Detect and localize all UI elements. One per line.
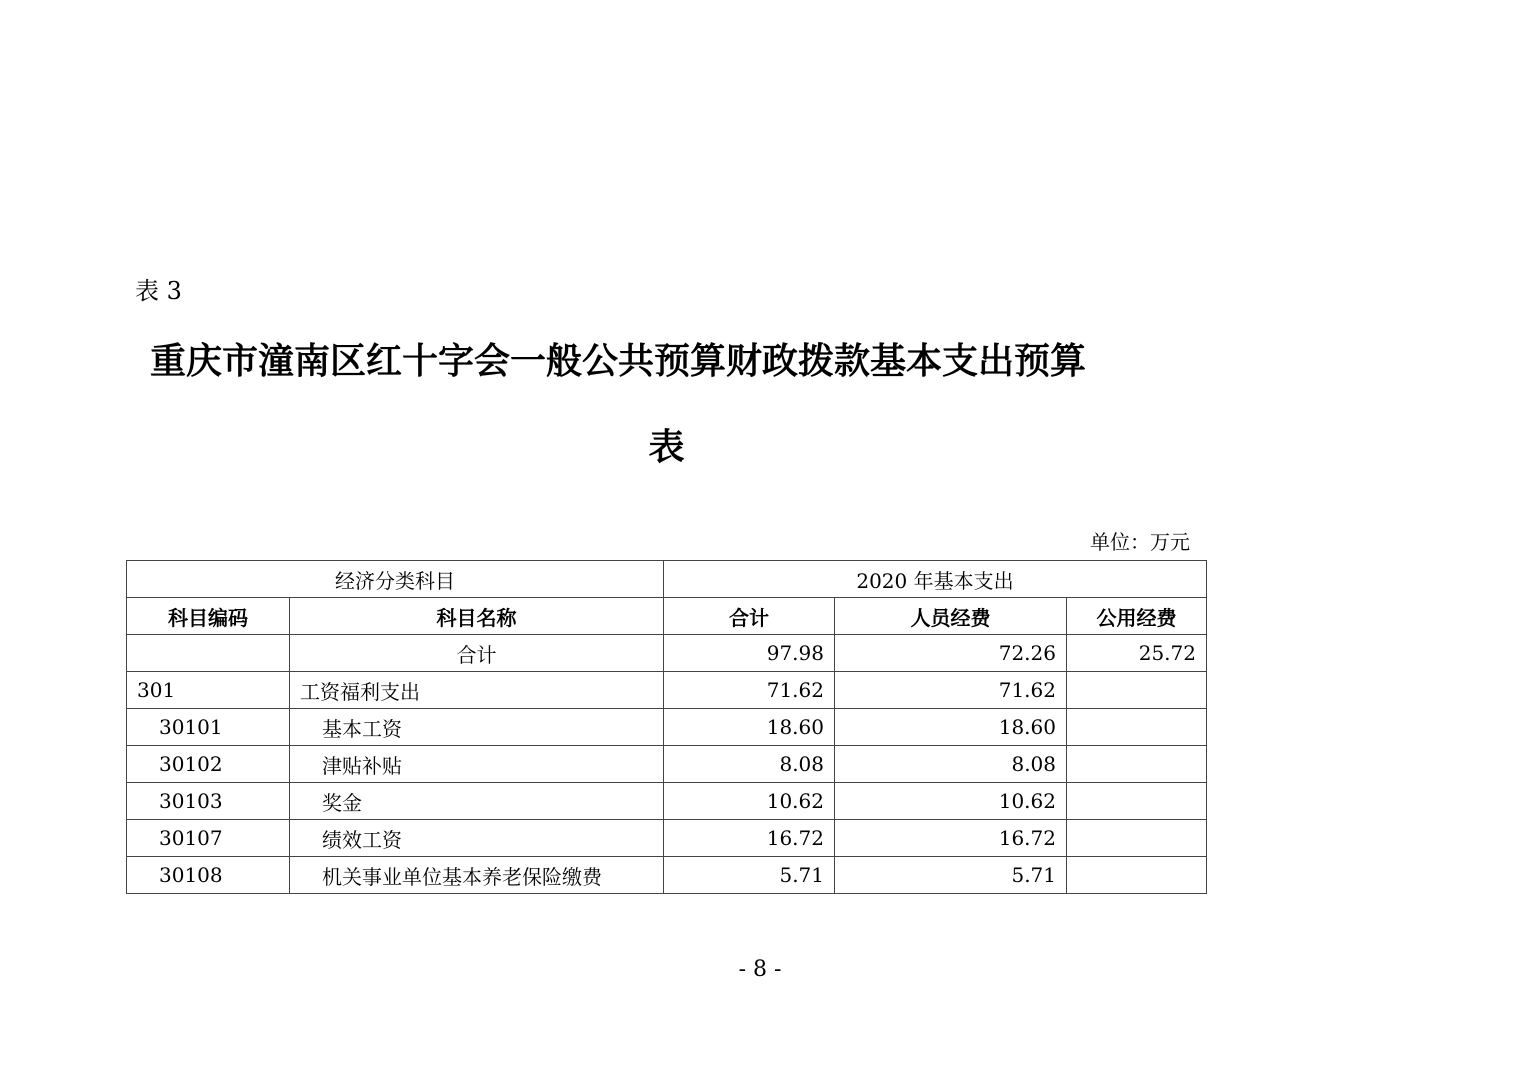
row-total-cell: 18.60: [664, 709, 835, 746]
page-number: - 8 -: [738, 957, 782, 982]
budget-table: [126, 560, 1207, 894]
row-total-cell: 8.08: [664, 746, 835, 783]
row-name-cell: 绩效工资: [290, 820, 664, 857]
document-title-line-1: 重庆市潼南区红十字会一般公共预算财政拨款基本支出预算: [150, 341, 1087, 382]
row-personnel-cell: 5.71: [835, 857, 1067, 894]
row-name-cell: 机关事业单位基本养老保险缴费: [290, 857, 664, 894]
total-row: [127, 635, 1207, 672]
row-personnel-cell: 10.62: [835, 783, 1067, 820]
column-header-name: 科目名称: [290, 598, 664, 635]
row-name-cell: 基本工资: [290, 709, 664, 746]
row-public-cell: [1067, 672, 1207, 709]
row-name-cell: 奖金: [290, 783, 664, 820]
row-total-cell: 10.62: [664, 783, 835, 820]
table-row: [127, 820, 1207, 857]
table-number-label: 表 3: [135, 277, 182, 305]
total-name-cell: 合计: [290, 635, 664, 672]
row-code-cell: 301: [127, 672, 290, 709]
row-public-cell: [1067, 857, 1207, 894]
total-amount-cell: 97.98: [664, 635, 835, 672]
column-header-personnel: 人员经费: [835, 598, 1067, 635]
row-name-cell: 津贴补贴: [290, 746, 664, 783]
row-personnel-cell: 71.62: [835, 672, 1067, 709]
column-header-code: 科目编码: [127, 598, 290, 635]
table-row: [127, 857, 1207, 894]
group-header-row: [127, 561, 1207, 598]
row-public-cell: [1067, 783, 1207, 820]
row-total-cell: 16.72: [664, 820, 835, 857]
row-code-cell: 30101: [127, 709, 290, 746]
document-title-line-2: 表: [648, 427, 685, 468]
table-row: [127, 783, 1207, 820]
row-code-cell: 30103: [127, 783, 290, 820]
row-personnel-cell: 18.60: [835, 709, 1067, 746]
column-header-row: [127, 598, 1207, 635]
row-public-cell: [1067, 746, 1207, 783]
table-row: [127, 709, 1207, 746]
total-code-cell: [127, 635, 290, 672]
row-code-cell: 30102: [127, 746, 290, 783]
row-total-cell: 71.62: [664, 672, 835, 709]
group-header-2020-basic-expenditure: 2020 年基本支出: [664, 561, 1207, 598]
table-row: [127, 746, 1207, 783]
total-personnel-cell: 72.26: [835, 635, 1067, 672]
row-total-cell: 5.71: [664, 857, 835, 894]
row-name-cell: 工资福利支出: [290, 672, 664, 709]
table-row: [127, 672, 1207, 709]
column-header-total: 合计: [664, 598, 835, 635]
row-public-cell: [1067, 709, 1207, 746]
row-personnel-cell: 16.72: [835, 820, 1067, 857]
group-header-economic-category: 经济分类科目: [127, 561, 664, 598]
row-code-cell: 30108: [127, 857, 290, 894]
row-public-cell: [1067, 820, 1207, 857]
column-header-public: 公用经费: [1067, 598, 1207, 635]
row-code-cell: 30107: [127, 820, 290, 857]
row-personnel-cell: 8.08: [835, 746, 1067, 783]
unit-label: 单位：万元: [1090, 530, 1190, 554]
total-public-cell: 25.72: [1067, 635, 1207, 672]
